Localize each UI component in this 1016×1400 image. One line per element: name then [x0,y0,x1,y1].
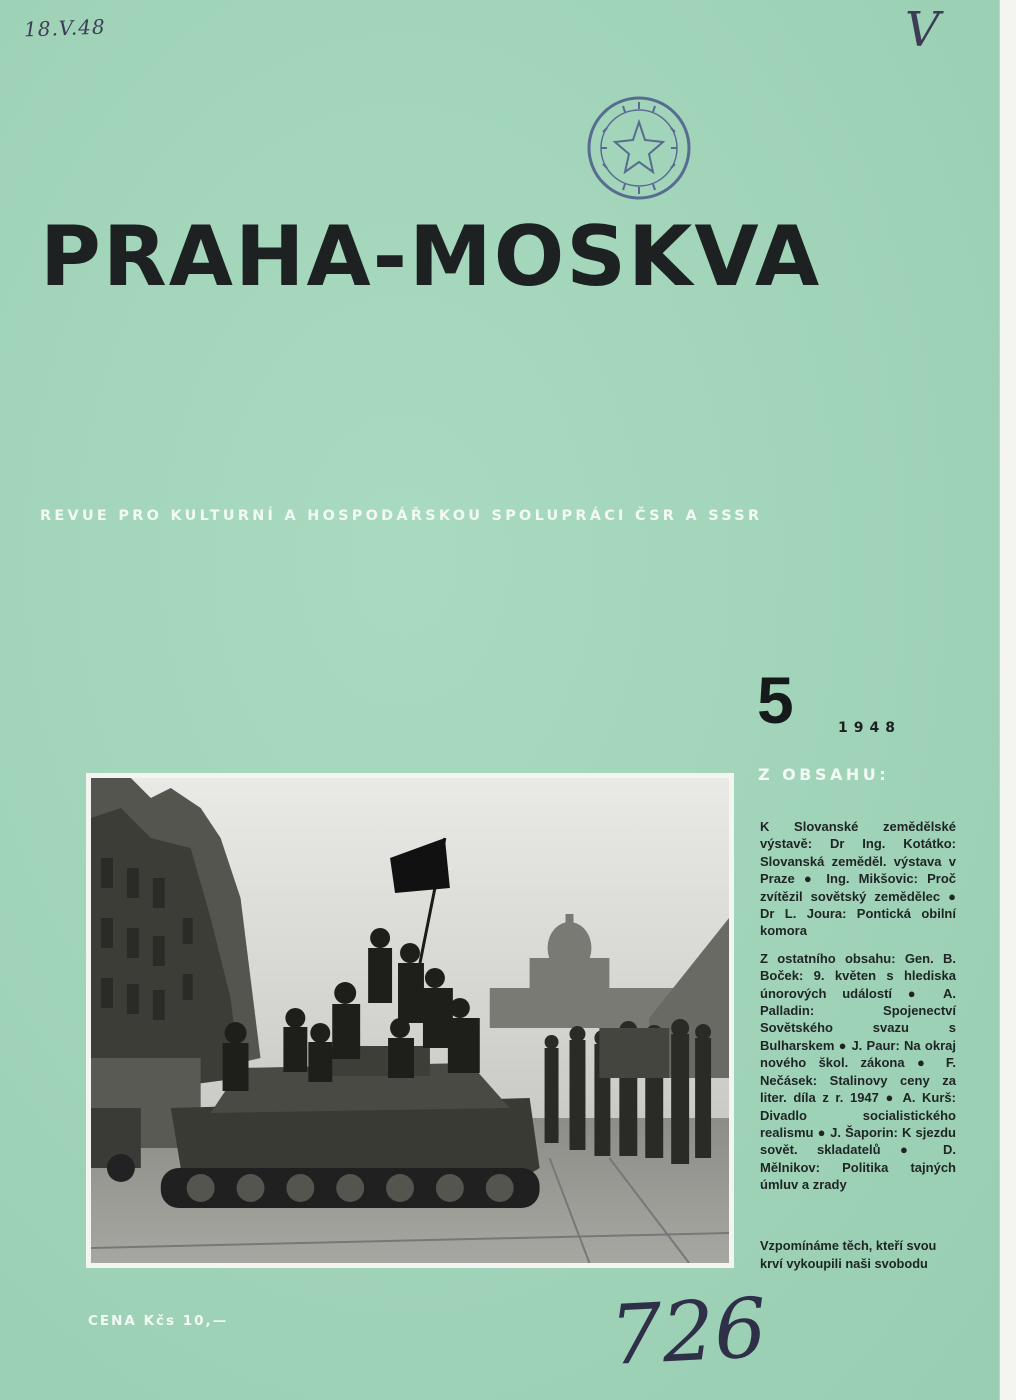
issue-year: 1948 [838,720,901,736]
contents-heading: Z OBSAHU: [758,765,890,784]
section-text: Dr Ing. Kotátko: Slovanská zeměděl. výstava v Praze ● Ing. Mikšovic: Proč zvítězil sovětský zemědělec ● Dr L. Joura: Pontická obilní komora [760,836,956,939]
issue-number: 5 [757,663,794,737]
handwritten-date: 18.V.48 [23,14,106,42]
section-lead: K Slovanské zemědělské výstavě: [760,819,956,852]
section-lead: Z ostatního obsahu: [760,950,896,966]
cover-photo [86,773,734,1268]
handwritten-mark: V [905,2,940,58]
price-label: CENA Kčs 10,— [88,1313,229,1329]
tank-photo-illustration [91,778,729,1263]
magazine-title: PRAHA-MOSKVA [40,208,822,305]
handwritten-number: 726 [607,1280,769,1385]
page-edge [999,0,1016,1400]
memorial-text: Vzpomínáme těch, kteří svou krví vykoupili naši svobodu [760,1238,937,1271]
magazine-subtitle: REVUE PRO KULTURNÍ A HOSPODÁŘSKOU SPOLUPRÁCI ČSR A SSSR [40,508,763,524]
library-stamp [583,92,695,204]
section-text: Gen. B. Boček: 9. květen s hlediska únorových událostí ● A. Palladin: Spojenectví Sovětského svazu s Bulharskem ● J. Paur: Na okraj nového škol. zákona ● F. Nečásek: Stalinovy ceny za liter. díla z r. 1947 ● A. Kurš: Divadlo socialistického realismu ● J. Šaporin: K sjezdu sovět. skladatelů ● D. Mělnikov: Politika tajných úmluv a zrady [760,950,956,1193]
contents-section-exhibition [760,818,956,940]
table-of-contents [760,818,956,1204]
contents-section-other [760,950,956,1194]
